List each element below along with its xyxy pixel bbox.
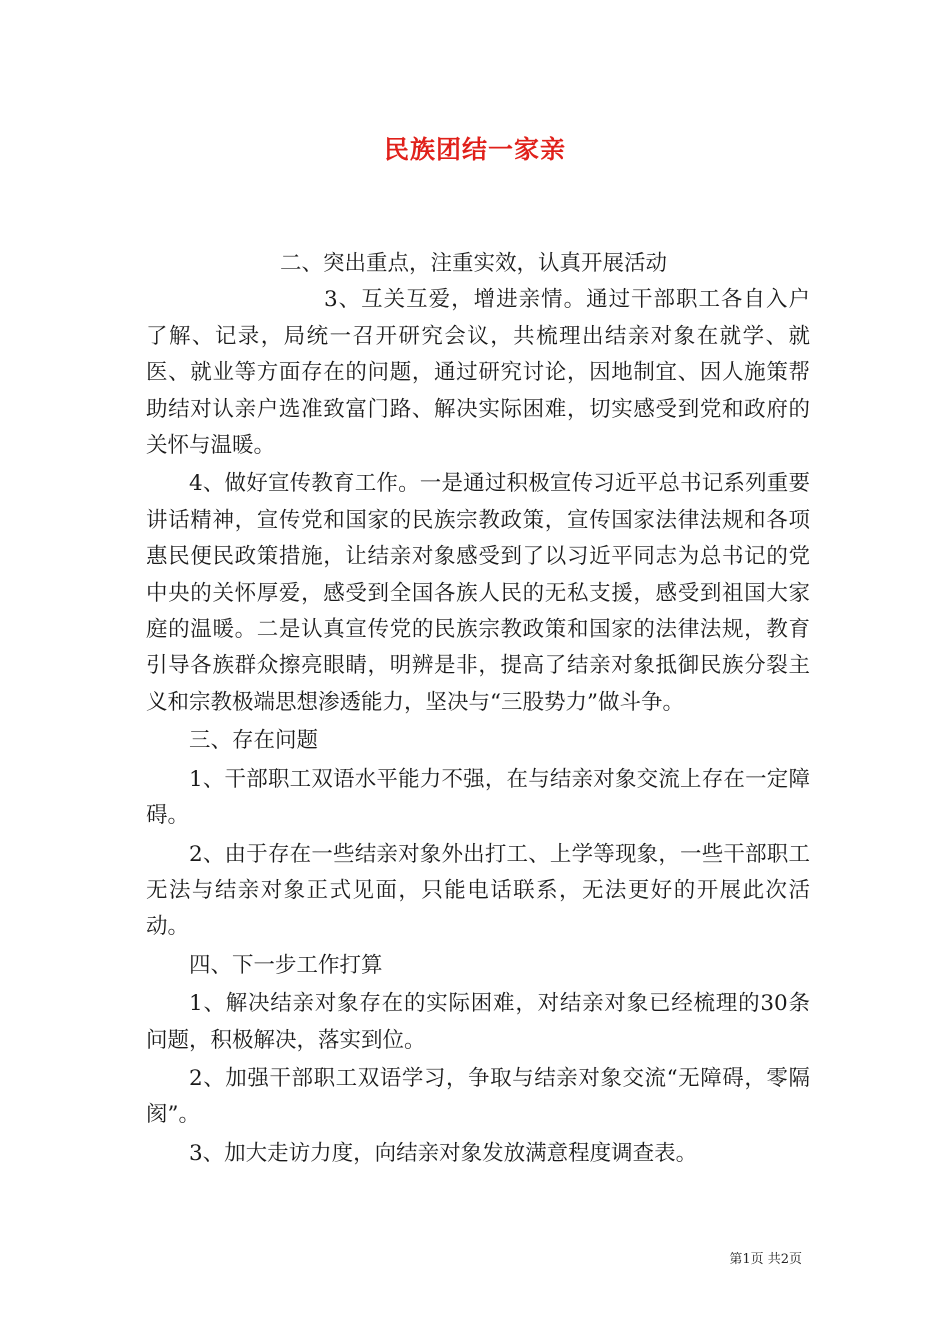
- paragraph-item-3: 3、互关互爱，增进亲情。通过干部职工各自入户了解、记录，局统一召开研究会议，共梳理出结亲对象在就学、就医、就业等方面存在的问题，通过研究讨论，因地制宜、因人施策帮助结对认亲户选准致富门路、解决实际困难，切实感受到党和政府的关怀与温暖。: [146, 287, 810, 459]
- paragraph-item-4: 4、做好宣传教育工作。一是通过积极宣传习近平总书记系列重要讲话精神，宣传党和国家的民族宗教政策，宣传国家法律法规和各项惠民便民政策措施，让结亲对象感受到了以习近平同志为总书记的党中央的关怀厚爱，感受到全国各族人民的无私支援，感受到祖国大家庭的温暖。二是认真宣传党的民族宗教政策和国家的法律法规，教育引导各族群众擦亮眼睛，明辨是非，提高了结亲对象抵御民族分裂主义和宗教极端思想渗透能力，坚决与“三股势力”做斗争。: [146, 471, 810, 715]
- document-title: 民族团结一家亲: [383, 135, 566, 164]
- page-number: 第1页 共2页: [729, 1252, 802, 1267]
- plan-item-3: 3、加大走访力度，向结亲对象发放满意程度调查表。: [189, 1140, 698, 1166]
- problem-item-1: 1、干部职工双语水平能力不强，在与结亲对象交流上存在一定障碍。: [146, 766, 810, 829]
- section-heading-2: 二、突出重点，注重实效，认真开展活动: [280, 251, 668, 276]
- problem-item-2: 2、由于存在一些结亲对象外出打工、上学等现象，一些干部职工无法与结亲对象正式见面，只能电话联系，无法更好的开展此次活动。: [146, 841, 810, 940]
- document-body: [146, 246, 810, 1172]
- plan-item-2: 2、加强干部职工双语学习，争取与结亲对象交流“无障碍，零隔阂”。: [146, 1065, 810, 1128]
- plan-item-1: 1、解决结亲对象存在的实际困难，对结亲对象已经梳理的30条问题，积极解决，落实到位。: [146, 991, 810, 1053]
- section-heading-3: 三、存在问题: [189, 728, 319, 754]
- section-heading-4: 四、下一步工作打算: [189, 952, 383, 978]
